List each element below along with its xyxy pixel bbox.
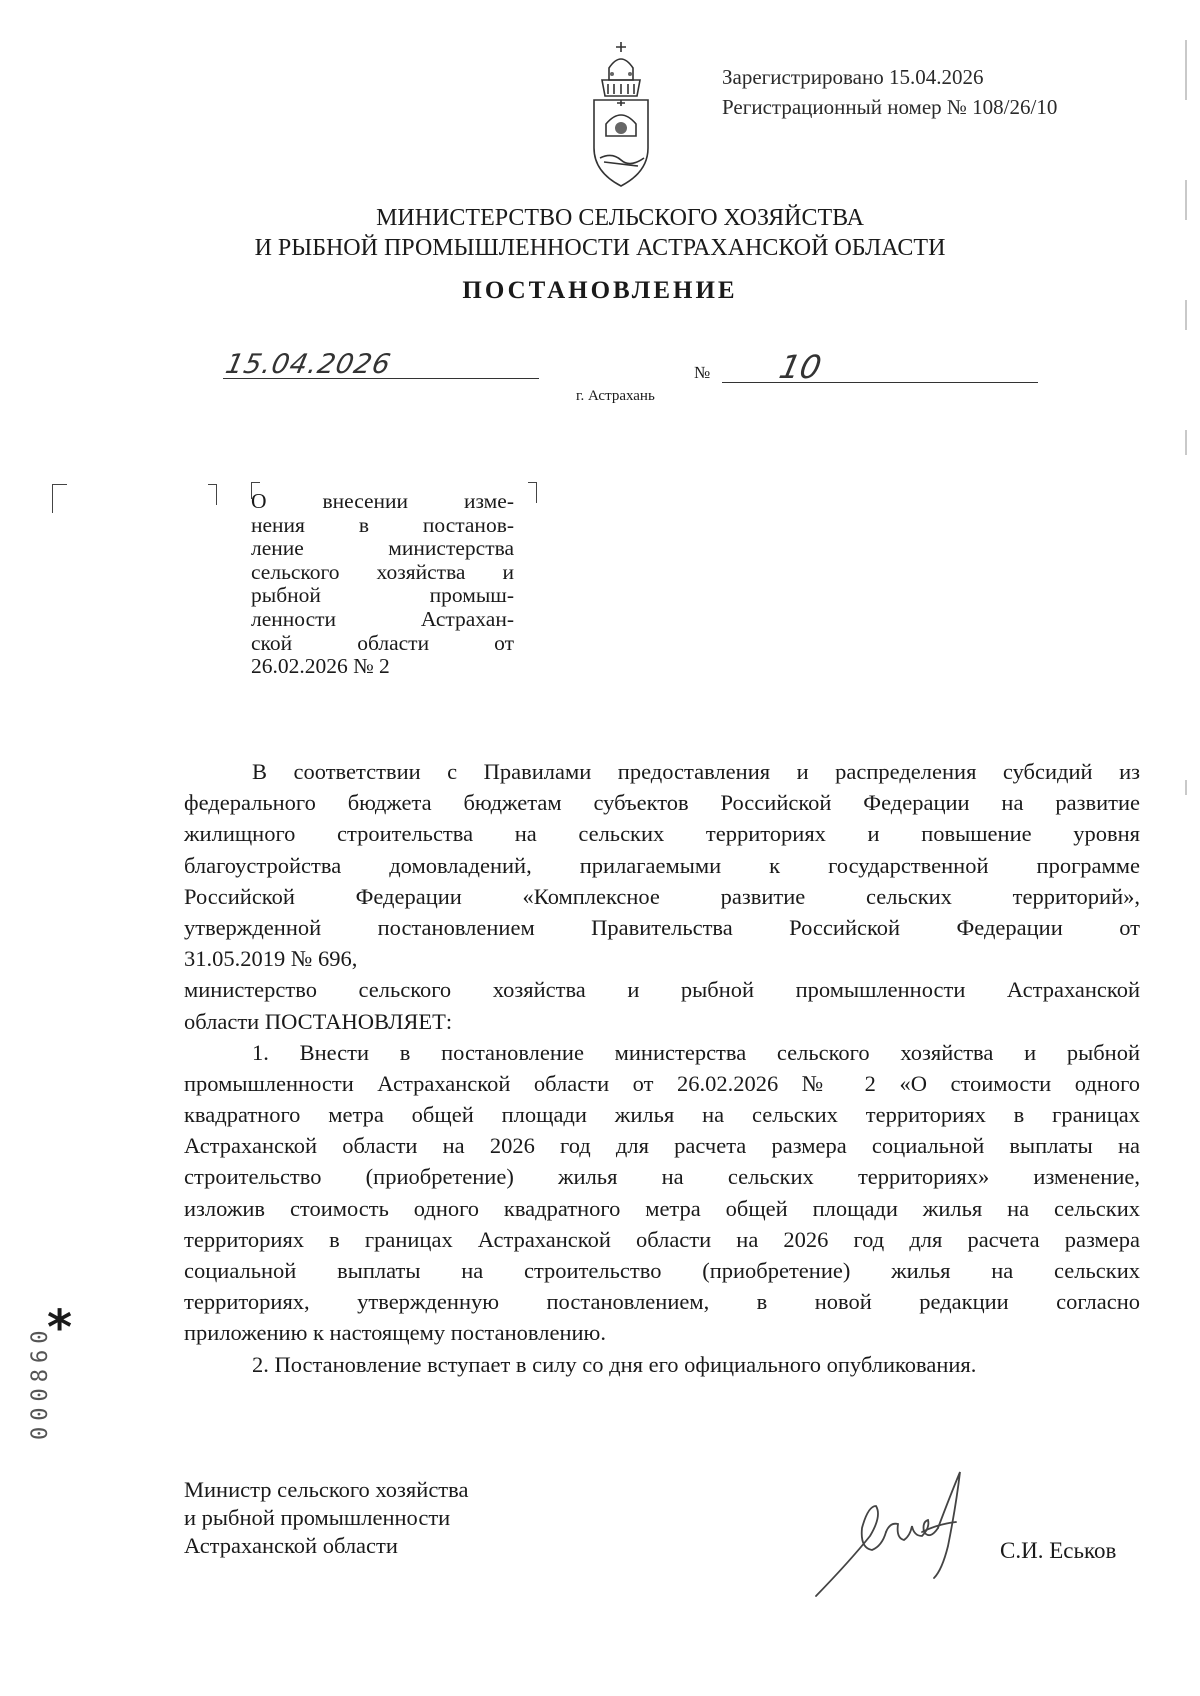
item1-line: Астраханской области на 2026 год для расчета размера социальной выплаты на [184, 1133, 1140, 1159]
number-sign: № [694, 363, 711, 382]
handwritten-date: 15.04.2026 [222, 349, 394, 380]
ministry-heading [0, 203, 1200, 263]
city-label: г. Астрахань [576, 388, 655, 404]
signatory-title-line3: Астраханской области [184, 1533, 398, 1558]
subject-bracket-left [208, 484, 217, 505]
margin-corner-mark [52, 484, 67, 513]
decree-body [184, 756, 1140, 1380]
signatory-title [184, 1476, 468, 1560]
item1-line: 1. Внести в постановление министерства сельского хозяйства и рыбной [252, 1039, 1140, 1065]
subject-line: 26.02.2026 № 2 [251, 654, 390, 679]
registration-number: Регистрационный номер № 108/26/10 [722, 95, 1058, 119]
item1-line: территориях, утвержденную постановлением, в новой редакции согласно [184, 1289, 1140, 1315]
subject-bracket-right [528, 482, 537, 503]
handwritten-signature [810, 1466, 1000, 1601]
signatory-title-line2: и рыбной промышленности [184, 1505, 451, 1530]
preamble-line: благоустройства домовладений, прилагаемыми к государственной программе [184, 852, 1140, 878]
item1-line: промышленности Астраханской области от 26.02.2026 № 2 «О стоимости одного [184, 1070, 1140, 1096]
subject-line: О внесении изме- [251, 489, 514, 513]
registration-date: Зарегистрировано 15.04.2026 [722, 65, 984, 89]
signatory-title-line1: Министр сельского хозяйства [184, 1477, 469, 1502]
item1-line: территориях в границах Астраханской области на 2026 год для расчета размера [184, 1226, 1140, 1252]
subject-line: сельского хозяйства и [251, 559, 514, 584]
subject-line: ление министерства [251, 536, 514, 561]
ministry-heading-line2: И РЫБНОЙ ПРОМЫШЛЕННОСТИ АСТРАХАНСКОЙ ОБЛАСТИ [254, 235, 946, 261]
item1-line: квадратного метра общей площади жилья на сельских территориях в границах [184, 1102, 1140, 1128]
item1-line: строительство (приобретение) жилья на сельских территориях» изменение, [184, 1164, 1140, 1190]
preamble-line: Российской Федерации «Комплексное развитие сельских территорий», [184, 883, 1140, 909]
subject-line: рыбной промыш- [251, 583, 514, 608]
registration-block [722, 62, 1057, 122]
stamp-asterisk: * [47, 1300, 73, 1356]
item1-line: социальной выплаты на строительство (приобретение) жилья на сельских [184, 1258, 1140, 1283]
preamble-line: утвержденной постановлением Правительства Российской Федерации от [184, 914, 1140, 940]
coat-of-arms-emblem [582, 40, 660, 192]
preamble-line: жилищного строительства на сельских территориях и повышение уровня [184, 821, 1140, 847]
subject-line: нения в постанов- [251, 512, 514, 537]
decree-subject [251, 490, 514, 679]
preamble-line: 31.05.2019 № 696, [184, 946, 358, 972]
item1-line: изложив стоимость одного квадратного метра общей площади жилья на сельских [184, 1195, 1140, 1221]
signatory-name: С.И. Еськов [1000, 1538, 1117, 1563]
preamble-line: министерство сельского хозяйства и рыбной промышленности Астраханской [184, 977, 1140, 1003]
document-title: ПОСТАНОВЛЕНИЕ [462, 277, 738, 304]
subject-line: ленности Астрахан- [251, 606, 514, 631]
item1-line: приложению к настоящему постановлению. [184, 1320, 606, 1346]
handwritten-number: 10 [775, 348, 825, 386]
preamble-line: В соответствии с Правилами предоставления и распределения субсидий из [252, 759, 1140, 784]
preamble-line: федерального бюджета бюджетам субъектов Российской Федерации на развитие [184, 790, 1140, 816]
stamp-number: 000860 [28, 1324, 53, 1440]
item2-line: 2. Постановление вступает в силу со дня его официального опубликования. [252, 1351, 977, 1377]
subject-line: ской области от [251, 630, 514, 655]
number-underline [722, 382, 1038, 383]
ministry-heading-line1: МИНИСТЕРСТВО СЕЛЬСКОГО ХОЗЯЙСТВА [376, 205, 864, 231]
preamble-line: области ПОСТАНОВЛЯЕТ: [184, 1008, 453, 1034]
